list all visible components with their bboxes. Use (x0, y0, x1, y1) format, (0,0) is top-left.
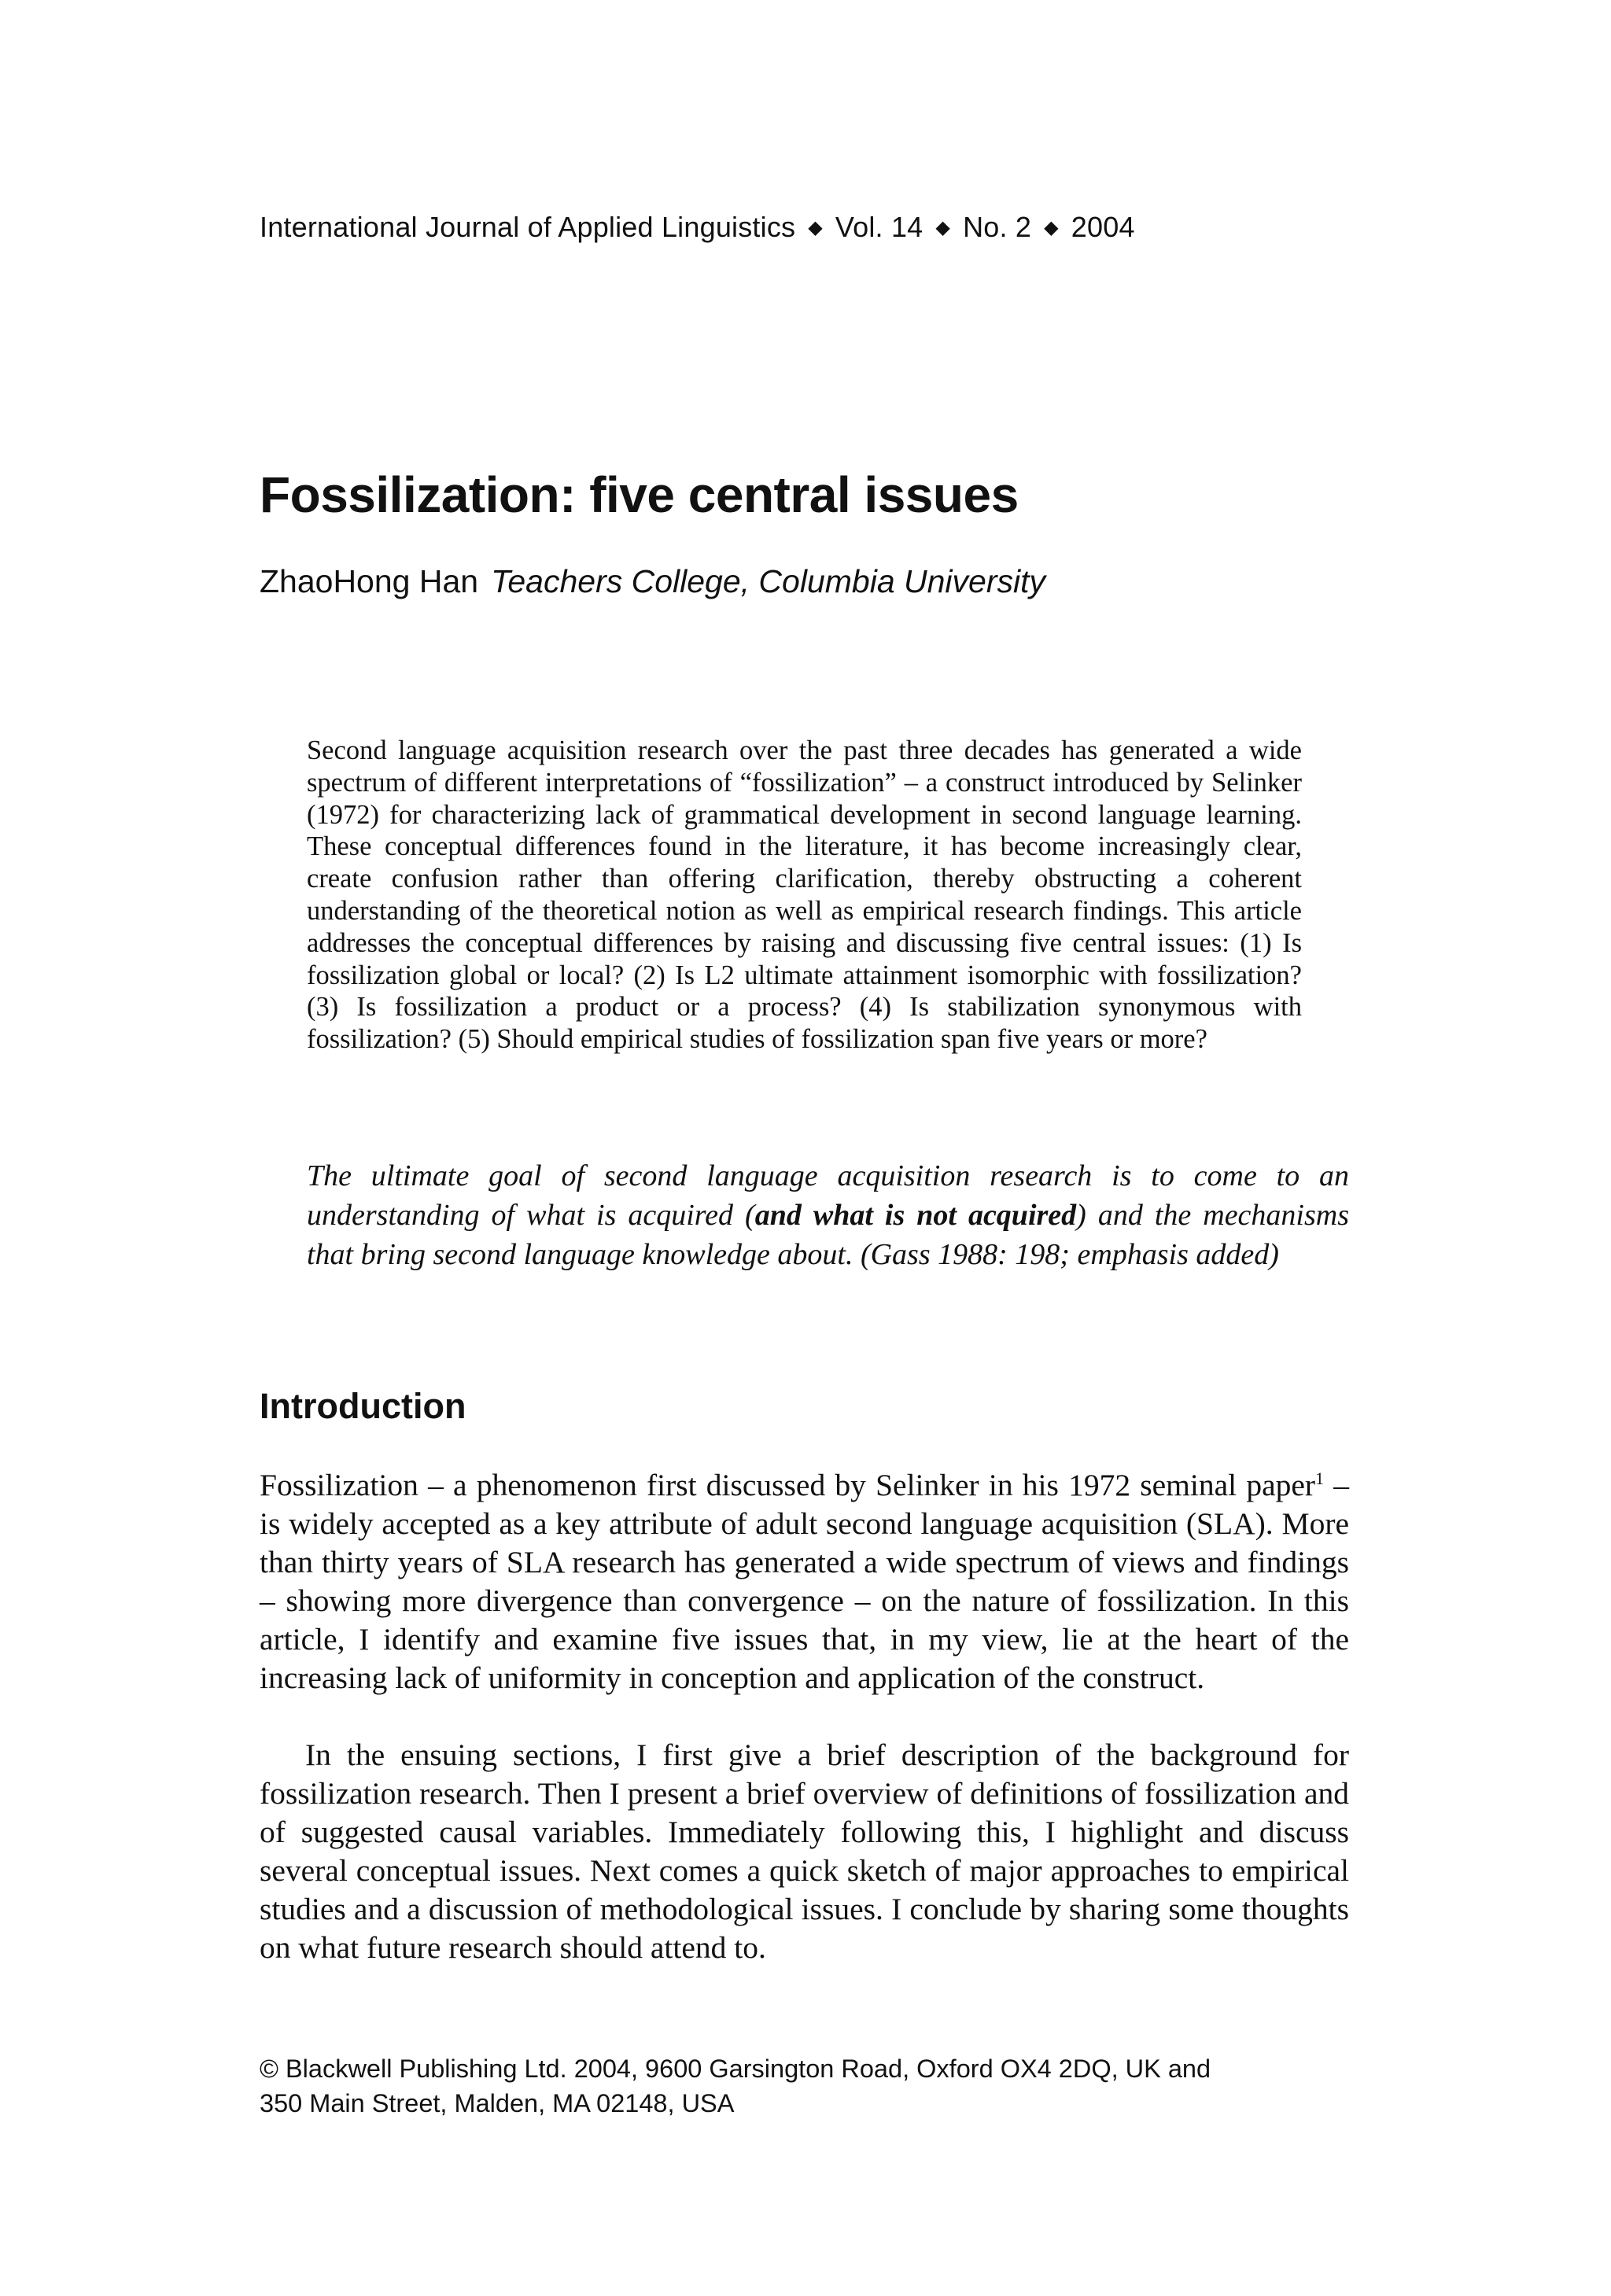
diamond-separator-icon: ◆ (935, 217, 951, 238)
paragraph-text: – is widely accepted as a key attribute of adult second language acquisition (SLA). More than thirty years of SLA research has generated a wide spectrum of views and findings – showing more divergence than convergence – on the nature of fossilization. In this article, I identify and examine five issues that, in my view, lie at the heart of the increasing lack of uniformity in conception and application of the construct. (260, 1468, 1349, 1696)
publication-year: 2004 (1071, 211, 1135, 243)
body-paragraph-1 (260, 1466, 1349, 1698)
abstract: Second language acquisition research over the past three decades has generated a wide spectrum of different interpretations of “fossilization” – a construct introduced by Selinker (1972) for characterizing lack of grammatical development in second language learning. These conceptual differences found in the literature, it has become increasingly clear, create confusion rather than offering clarification, thereby obstructing a coherent understanding of the theoretical notion as well as empirical research findings. This article addresses the conceptual differences by raising and discussing five central issues: (1) Is fossilization global or local? (2) Is L2 ultimate attainment isomorphic with fossilization? (3) Is fossilization a product or a process? (4) Is stabilization synonymous with fossilization? (5) Should empirical studies of fossilization span five years or more? (307, 735, 1302, 1055)
byline (260, 563, 1045, 600)
copyright-notice (260, 2051, 1361, 2121)
copyright-line-1: © Blackwell Publishing Ltd. 2004, 9600 Garsington Road, Oxford OX4 2DQ, UK and (260, 2055, 1211, 2083)
paragraph-text: Fossilization – a phenomenon first discussed by Selinker in his 1972 seminal paper (260, 1468, 1316, 1502)
volume-number: Vol. 14 (835, 211, 923, 243)
footnote-marker[interactable]: 1 (1315, 1469, 1325, 1488)
epigraph-emphasis: and what is not acquired (754, 1199, 1077, 1232)
epigraph-quote (307, 1156, 1349, 1274)
author-name: ZhaoHong Han (260, 563, 479, 599)
journal-name: International Journal of Applied Linguistics (260, 211, 796, 243)
article-title: Fossilization: five central issues (260, 466, 1019, 523)
issue-number: No. 2 (963, 211, 1032, 243)
body-paragraph-2: In the ensuing sections, I first give a brief description of the background for fossilization research. Then I present a brief overview of definitions of fossilization and of suggested causal variables. Immediately following this, I highlight and discuss several conceptual issues. Next comes a quick sketch of major approaches to empirical studies and a discussion of methodological issues. I conclude by sharing some thoughts on what future research should attend to. (260, 1738, 1349, 1966)
section-heading-introduction: Introduction (260, 1386, 466, 1426)
epigraph-text-start: The ultimate goal of second language acquisition research is to come to an understanding of what is acquired ( (307, 1159, 1349, 1232)
epigraph-text-end: ) and the mechanisms that bring second language knowledge about. (Gass 1988: 198; emphasis added) (307, 1199, 1349, 1271)
diamond-separator-icon: ◆ (808, 217, 823, 238)
copyright-line-2: 350 Main Street, Malden, MA 02148, USA (260, 2089, 735, 2117)
running-head (260, 211, 1135, 244)
diamond-separator-icon: ◆ (1044, 217, 1059, 238)
author-affiliation: Teachers College, Columbia University (491, 563, 1045, 599)
